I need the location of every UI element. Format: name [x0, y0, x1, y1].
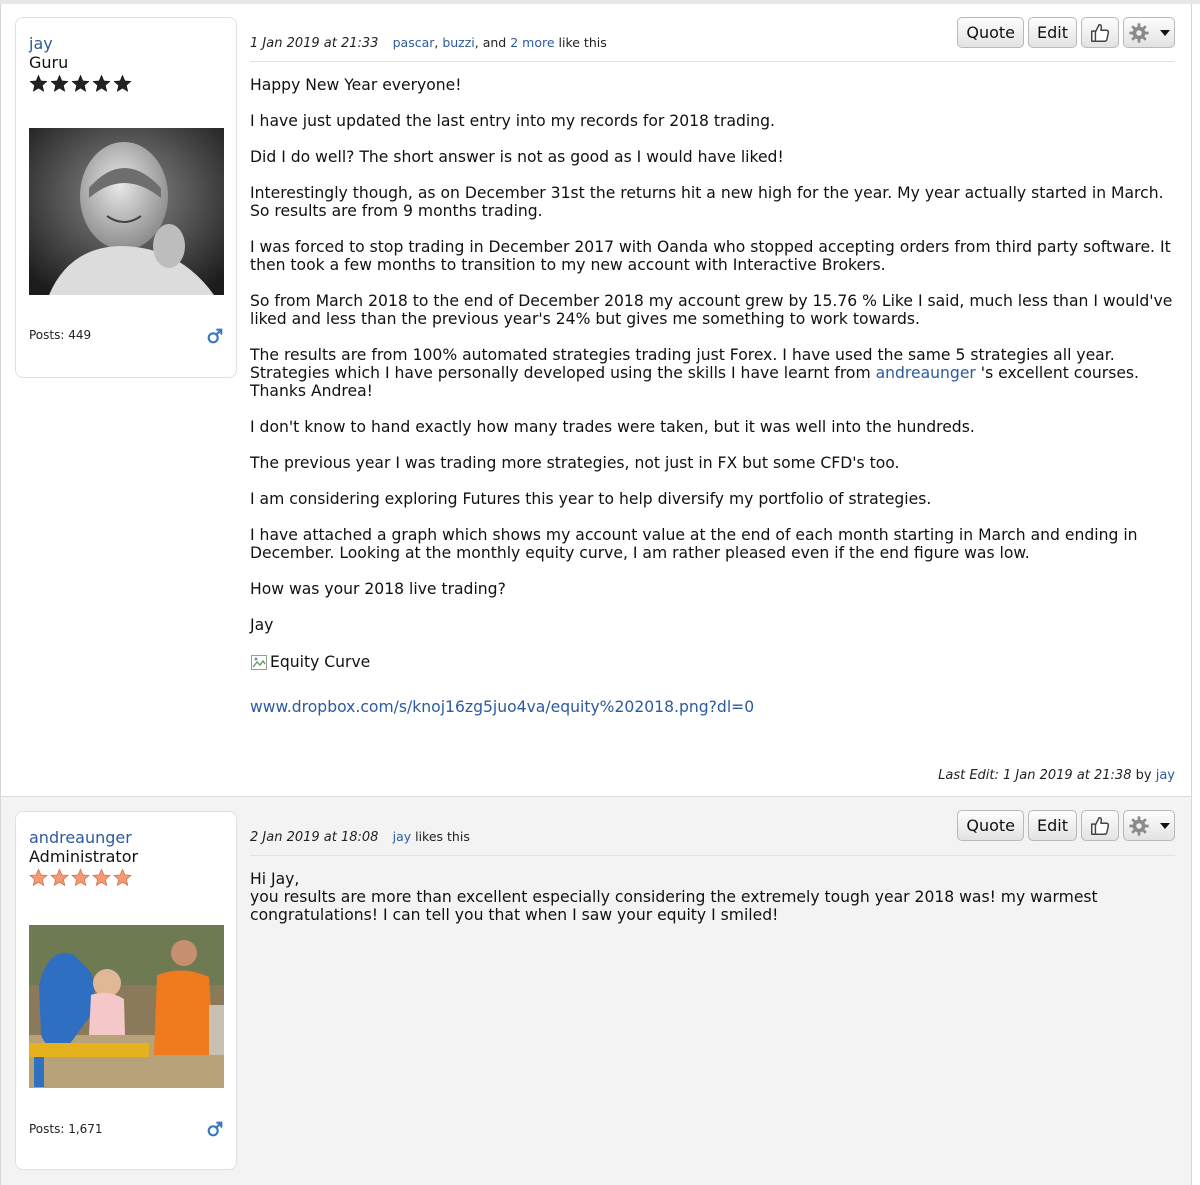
post-paragraph	[250, 346, 1175, 400]
user-card	[15, 17, 237, 378]
edit-button[interactable]: Edit	[1028, 17, 1077, 48]
options-menu-button[interactable]	[1123, 810, 1175, 841]
star-icon	[50, 868, 69, 887]
star-icon	[92, 74, 111, 93]
text-segment: The results are from 100% automated strategies trading just Forex. I have used the same 5 strategies all year. Strategies which I have personally developed using the skills I have learnt from	[250, 346, 1115, 382]
post-paragraph: Happy New Year everyone!	[250, 76, 462, 94]
attachment-link[interactable]: www.dropbox.com/s/knoj16zg5juo4va/equity%202018.png?dl=0	[250, 698, 755, 716]
likes-suffix: like this	[558, 35, 607, 50]
text-segment: 's excellent courses. Thanks Andrea!	[250, 364, 1140, 400]
last-edit-by: by	[1135, 768, 1152, 783]
quote-button[interactable]: Quote	[957, 17, 1024, 48]
post-paragraph: I have just updated the last entry into my records for 2018 trading.	[250, 112, 775, 130]
likes-and: , and	[474, 35, 507, 50]
last-edit-text: Last Edit: 1 Jan 2019 at 21:38	[938, 768, 1132, 783]
post-paragraph: I have attached a graph which shows my account value at the end of each month starting in March and ending in December. Looking at the monthly equity curve, I am rather pleased even if the end figure was low.	[250, 526, 1138, 562]
last-edit-user-link[interactable]: jay	[1155, 768, 1175, 783]
post-header-divider	[250, 855, 1175, 856]
post-paragraph: Hi Jay,	[250, 870, 300, 888]
avatar[interactable]	[29, 128, 224, 295]
male-gender-icon	[206, 327, 224, 345]
caret-down-icon	[1160, 821, 1170, 831]
post-paragraph: So from March 2018 to the end of December 2018 my account grew by 15.76 % Like I said, much less than I would've liked and less than the previous year's 24% but gives me something to work towards.	[250, 292, 1173, 328]
user-card	[15, 811, 237, 1170]
gear-icon	[1128, 815, 1150, 837]
liker-link[interactable]: buzzi	[442, 35, 475, 50]
equity-curve-image[interactable]	[250, 652, 370, 672]
likes-suffix: likes this	[415, 829, 470, 844]
gear-icon	[1128, 22, 1150, 44]
rank-stars	[29, 868, 132, 887]
likes-summary	[393, 829, 470, 844]
star-icon	[71, 74, 90, 93]
post-paragraph: I am considering exploring Futures this year to help diversify my portfolio of strategies.	[250, 490, 932, 508]
user-mention-link[interactable]: andreaunger	[875, 364, 976, 382]
liker-link[interactable]: jay	[392, 829, 412, 844]
likes-summary: pascar, buzzi, and 2 more like this	[392, 35, 607, 50]
star-icon	[71, 868, 90, 887]
broken-image-icon	[250, 652, 270, 672]
post-body	[250, 76, 1175, 716]
post-paragraph: Did I do well? The short answer is not as good as I would have liked!	[250, 148, 784, 166]
post-count: Posts: 449	[29, 328, 92, 342]
post-meta	[250, 829, 470, 845]
forum-post	[0, 4, 1192, 797]
username-link[interactable]: jay	[29, 34, 53, 53]
post-paragraph: The previous year I was trading more strategies, not just in FX but some CFD's too.	[250, 454, 900, 472]
star-icon	[92, 868, 111, 887]
post-date[interactable]: 1 Jan 2019 at 21:33	[250, 36, 379, 51]
star-icon	[29, 74, 48, 93]
options-menu-button[interactable]	[1123, 17, 1175, 48]
post-count: Posts: 1,671	[29, 1122, 103, 1136]
liker-link[interactable]: pascar	[392, 35, 435, 50]
post-meta	[250, 35, 607, 51]
like-button[interactable]	[1081, 17, 1119, 48]
quote-button[interactable]: Quote	[957, 810, 1024, 841]
post-body	[250, 870, 1175, 924]
thumbs-up-icon	[1089, 22, 1111, 44]
more-likers-link[interactable]: 2 more	[510, 35, 555, 50]
avatar[interactable]	[29, 925, 224, 1088]
post-actions	[957, 810, 1175, 841]
post-paragraph: Jay	[250, 616, 274, 634]
male-gender-icon	[206, 1120, 224, 1138]
post-date[interactable]: 2 Jan 2019 at 18:08	[250, 830, 379, 845]
post-header-divider	[250, 61, 1175, 62]
post-paragraph: Interestingly though, as on December 31st the returns hit a new high for the year. My year actually started in March. So results are from 9 months trading.	[250, 184, 1164, 220]
star-icon	[50, 74, 69, 93]
star-icon	[29, 868, 48, 887]
username-link[interactable]: andreaunger	[29, 828, 132, 847]
post-paragraph: How was your 2018 live trading?	[250, 580, 506, 598]
user-rank: Administrator	[29, 847, 139, 866]
post-paragraph: I don't know to hand exactly how many trades were taken, but it was well into the hundreds.	[250, 418, 975, 436]
last-edit-info	[938, 768, 1175, 783]
thumbs-up-icon	[1089, 815, 1111, 837]
user-rank: Guru	[29, 53, 69, 72]
rank-stars	[29, 74, 132, 93]
forum-post	[0, 797, 1192, 1185]
star-icon	[113, 868, 132, 887]
post-paragraph: you results are more than excellent especially considering the extremely tough year 2018 was! my warmest congratulations! I can tell you that when I saw your equity I smiled!	[250, 888, 1098, 924]
caret-down-icon	[1160, 28, 1170, 38]
star-icon	[113, 74, 132, 93]
edit-button[interactable]: Edit	[1028, 810, 1077, 841]
post-paragraph: I was forced to stop trading in December 2017 with Oanda who stopped accepting orders from third party software. It then took a few months to transition to my new account with Interactive Brokers.	[250, 238, 1171, 274]
like-button[interactable]	[1081, 810, 1119, 841]
image-alt-text: Equity Curve	[270, 653, 371, 671]
post-actions	[957, 17, 1175, 48]
